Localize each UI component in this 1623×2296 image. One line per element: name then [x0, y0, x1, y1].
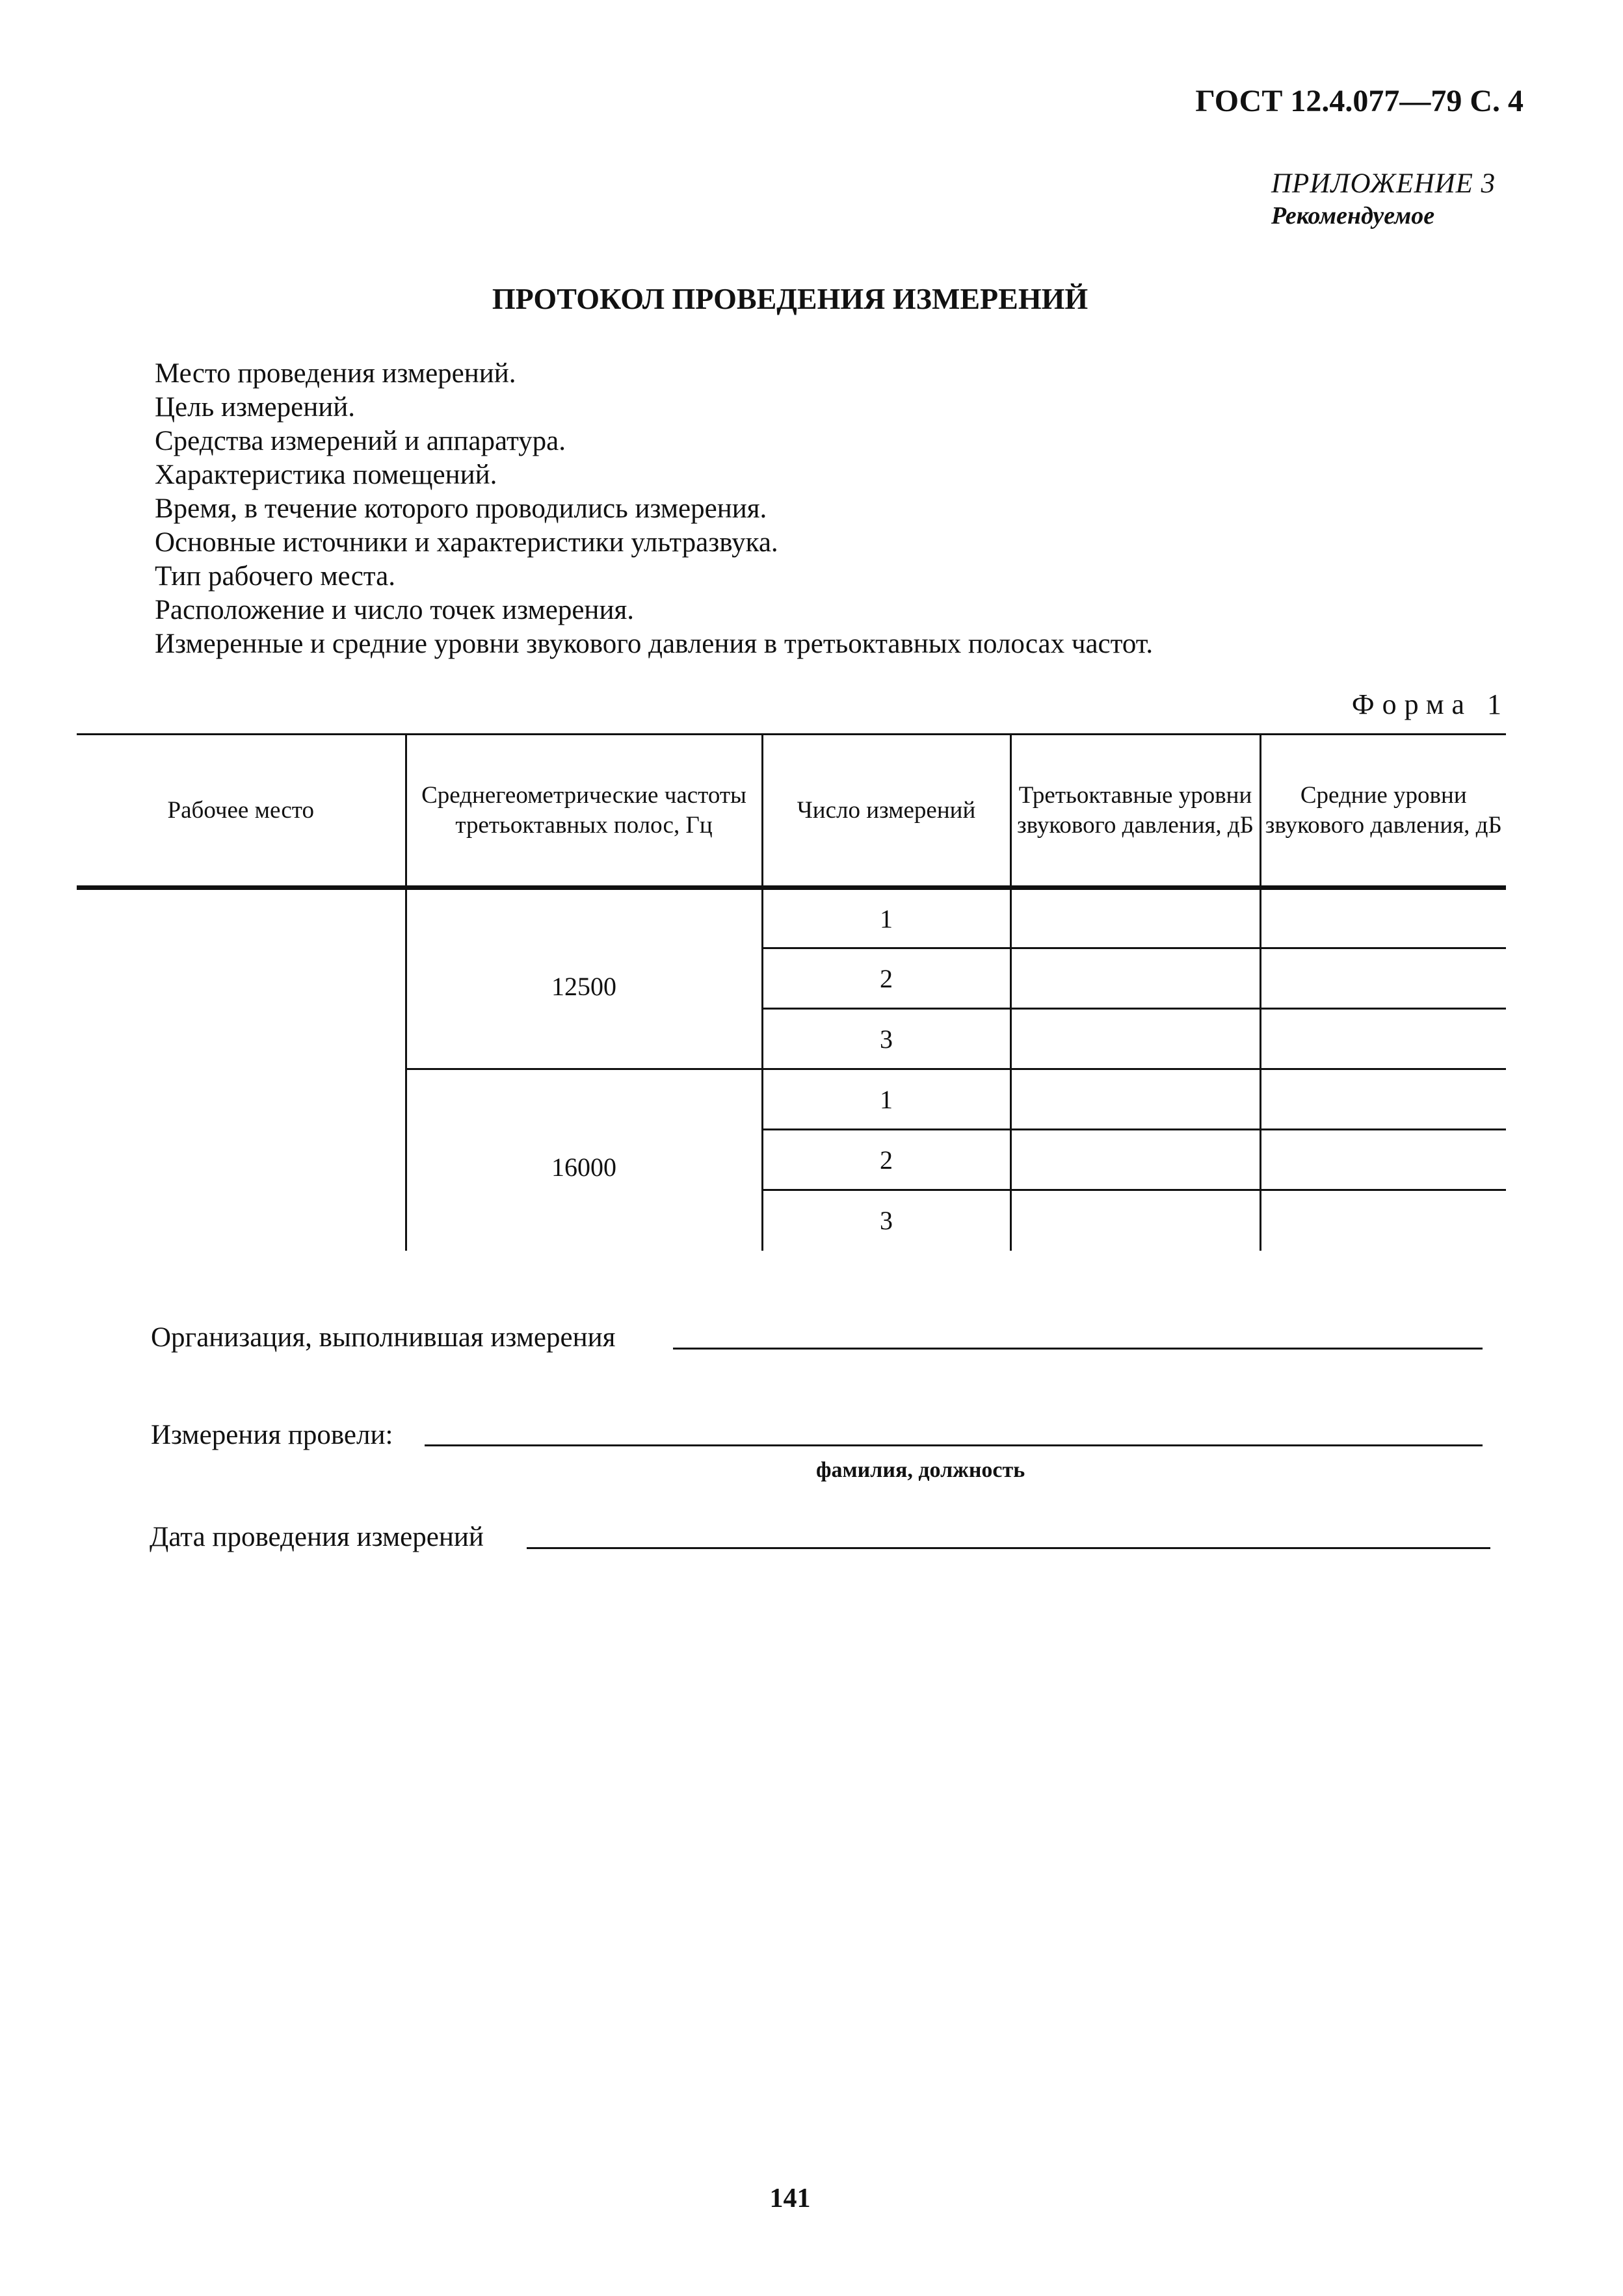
- list-item: Расположение и число точек измерения.: [155, 595, 634, 625]
- measurement-number-cell: 1: [762, 888, 1010, 948]
- standard-reference: ГОСТ 12.4.077—79 С. 4: [1195, 84, 1524, 118]
- average-level-cell: [1260, 1190, 1506, 1251]
- form-label: Форма 1: [1351, 688, 1509, 720]
- third-octave-level-cell: [1010, 1130, 1260, 1190]
- measurement-number-cell: 2: [762, 1130, 1010, 1190]
- organization-label: Организация, выполнившая измерения: [151, 1322, 616, 1353]
- header-frequency: Среднегеометрические частоты третьоктавных полос, Гц: [406, 735, 762, 888]
- average-level-cell: [1260, 1130, 1506, 1190]
- average-level-cell: [1260, 1009, 1506, 1069]
- work-place-cell: [77, 888, 406, 1251]
- date-label: Дата проведения измерений: [150, 1522, 484, 1552]
- frequency-cell: 12500: [406, 888, 762, 1069]
- protocol-items-list: [155, 357, 1153, 661]
- list-item: Измеренные и средние уровни звукового давления в третьоктавных полосах частот.: [155, 629, 1154, 659]
- performed-by-hint: фамилия, должность: [816, 1458, 1025, 1482]
- measurement-table: [77, 733, 1506, 1251]
- third-octave-level-cell: [1010, 1190, 1260, 1251]
- performed-by-fill-line[interactable]: [425, 1444, 1483, 1446]
- measurement-number-cell: 1: [762, 1069, 1010, 1130]
- third-octave-level-cell: [1010, 1009, 1260, 1069]
- organization-fill-line[interactable]: [673, 1348, 1483, 1350]
- average-level-cell: [1260, 1069, 1506, 1130]
- header-average-level: Средние уровни звукового давления, дБ: [1260, 735, 1506, 888]
- header-third-octave-level: Третьоктавные уровни звукового давления, дБ: [1010, 735, 1260, 888]
- average-level-cell: [1260, 948, 1506, 1009]
- frequency-cell: 16000: [406, 1069, 762, 1251]
- average-level-cell: [1260, 888, 1506, 948]
- third-octave-level-cell: [1010, 948, 1260, 1009]
- list-item: Характеристика помещений.: [155, 460, 497, 490]
- third-octave-level-cell: [1010, 1069, 1260, 1130]
- third-octave-level-cell: [1010, 888, 1260, 948]
- table-header-row: [77, 735, 1506, 888]
- header-work-place: Рабочее место: [77, 735, 406, 888]
- header-measurement-count: Число измерений: [762, 735, 1010, 888]
- list-item: Основные источники и характеристики ультразвука.: [155, 527, 778, 558]
- table-row: [77, 888, 1506, 948]
- list-item: Цель измерений.: [155, 392, 356, 423]
- measurement-number-cell: 3: [762, 1009, 1010, 1069]
- list-item: Средства измерений и аппаратура.: [155, 426, 566, 456]
- document-title: ПРОТОКОЛ ПРОВЕДЕНИЯ ИЗМЕРЕНИЙ: [492, 282, 1089, 315]
- appendix-status: Рекомендуемое: [1271, 202, 1435, 229]
- measurement-number-cell: 2: [762, 948, 1010, 1009]
- appendix-title: ПРИЛОЖЕНИЕ 3: [1271, 168, 1496, 199]
- date-fill-line[interactable]: [527, 1547, 1490, 1549]
- measurement-number-cell: 3: [762, 1190, 1010, 1251]
- page-number: 141: [769, 2184, 811, 2213]
- list-item: Время, в течение которого проводились измерения.: [155, 493, 767, 524]
- performed-by-label: Измерения провели:: [151, 1420, 393, 1450]
- list-item: Тип рабочего места.: [155, 561, 395, 592]
- list-item: Место проведения измерений.: [155, 358, 516, 389]
